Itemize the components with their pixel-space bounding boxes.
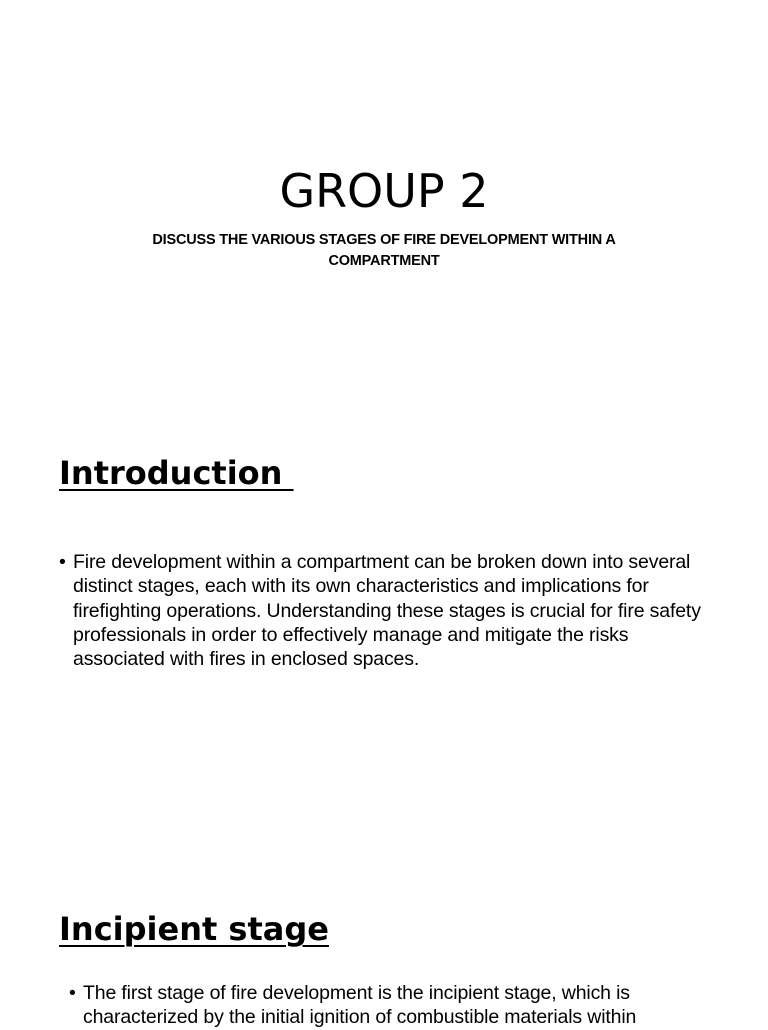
list-item [59,550,709,671]
bullet-icon: • [59,551,66,573]
bullet-icon: • [69,982,76,1004]
incipient-stage-heading: Incipient stage [59,910,329,948]
title-slide [0,0,768,400]
incipient-bullet-list [69,981,709,1030]
bullet-text: Fire development within a compartment can be broken down into several distinct stages, each with its own characteristics and implications for firefighting operations. Understanding these stages is crucial for fire safety professionals in order to effectively manage and mitigate the risks associated with fires in enclosed spaces. [73,551,701,671]
list-item [69,981,709,1030]
introduction-heading: Introduction [59,454,294,492]
bullet-text: The first stage of fire development is the incipient stage, which is characterized by the initial ignition of combustible materials within [83,982,637,1029]
slide-subtitle: DISCUSS THE VARIOUS STAGES OF FIRE DEVELOPMENT WITHIN A COMPARTMENT [152,232,616,269]
introduction-bullet-list [59,550,709,671]
slide-title: GROUP 2 [279,164,489,218]
